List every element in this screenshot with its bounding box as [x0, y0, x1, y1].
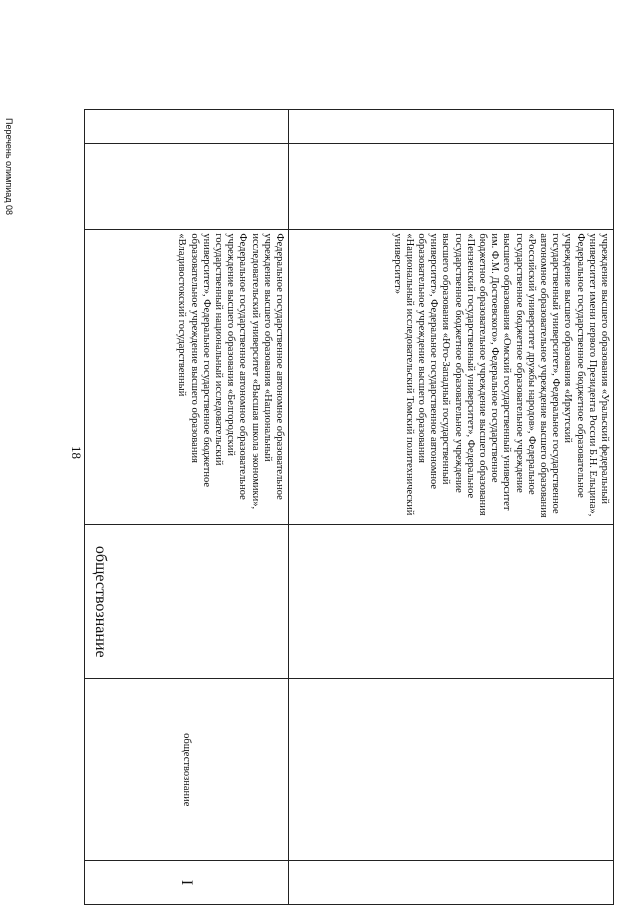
cell-number — [85, 110, 289, 144]
olympiad-table — [84, 109, 614, 905]
cell-subject — [85, 679, 289, 861]
cell-number — [289, 110, 614, 144]
cell-level — [85, 861, 289, 905]
table-row — [85, 110, 289, 905]
page-number: 18 — [69, 446, 84, 459]
cell-olympiad-name — [85, 143, 289, 229]
profile-text: обществознание — [92, 545, 109, 658]
cell-level — [289, 861, 614, 905]
cell-olympiad-name — [289, 143, 614, 229]
cell-profile — [289, 525, 614, 679]
level-text: I — [178, 879, 196, 886]
cell-subject — [289, 679, 614, 861]
organizers-text: учреждение высшего образования «Уральский федеральный университет имени первого Президента России Б.Н. Ельцина», Федеральное государственное бюджетное образовательное учреждение высшего образования «Иркутский государственный университет», Федеральное государственное автономное образовательное учреждение высшего образования «Российский университет дружбы народов», Федеральное государственное бюджетное образовательное учреждение высшего образования «Омский государственный университет им. Ф.М. Достоевского», Федеральное государственное бюджетное образовательное учреждение высшего образования «Пензенский государственный университет», Федеральное государственное бюджетное образовательное учреждение высшего образования «Юго-Западный государственный университет», Федеральное государственное автономное образовательное учреждение высшего образования «Национальный исследовательский Томский политехнический университет» — [391, 233, 610, 518]
table-row — [289, 110, 614, 905]
subject-text: обществознание — [181, 733, 192, 807]
cell-organizers — [85, 230, 289, 525]
footer-note: Перечень олимпиад 08 — [4, 118, 14, 215]
cell-organizers — [289, 230, 614, 525]
cell-profile — [85, 525, 289, 679]
organizers-text: Федеральное государственное автономное образовательное учреждение высшего образования «Национальный исследовательский университет «Высшая школа экономики», Федеральное государственное автономное образовательное учреждение высшего образования «Белгородский государственный национальный исследовательский университет», Федеральное государственное бюджетное образовательное учреждение высшего образования «Владивостокский государственный — [176, 233, 285, 510]
